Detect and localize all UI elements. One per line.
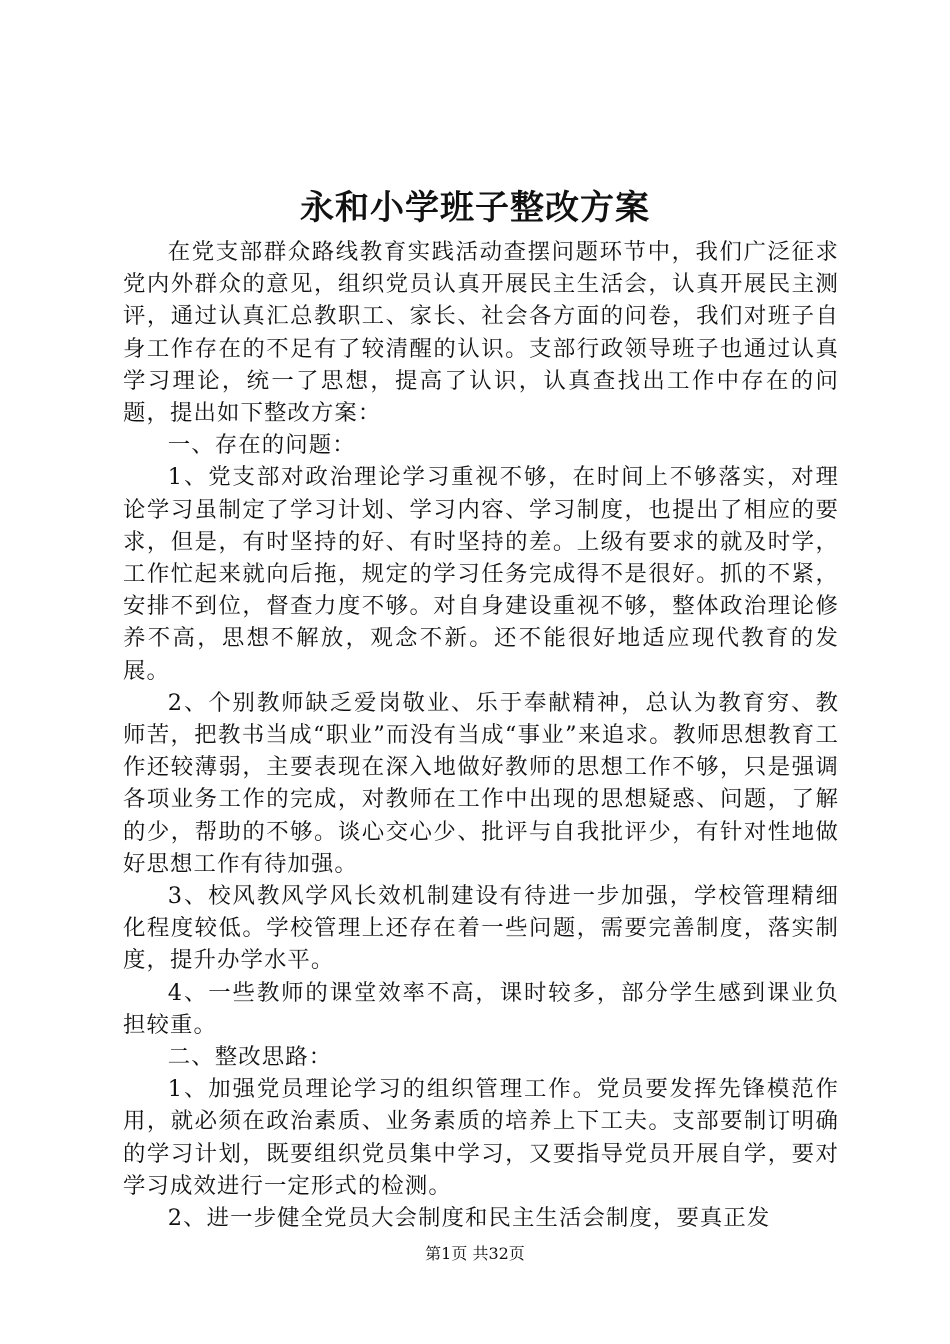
paragraph-problem-2: 2、个别教师缺乏爱岗敬业、乐于奉献精神，总认为教育穷、教师苦，把教书当成“职业”而没有当成“事业”来追求。教师思想教育工作还较薄弱，主要表现在深入地做好教师的思想工作不够，只是强调各项业务工作的完成，对教师在工作中出现的思想疑惑、问题，了解的少，帮助的不够。谈心交心少、批评与自我批评少，有针对性地做好思想工作有待加强。 <box>123 689 839 877</box>
paragraph-rectification-2: 2、进一步健全党员大会制度和民主生活会制度，要真正发 <box>167 1205 771 1232</box>
section-heading-rectification: 二、整改思路： <box>167 1044 333 1071</box>
document-title: 永和小学班子整改方案 <box>300 188 650 228</box>
section-heading-problems: 一、存在的问题： <box>167 432 356 459</box>
paragraph-problem-4: 4、一些教师的课堂效率不高，课时较多，部分学生感到课业负担较重。 <box>123 979 839 1038</box>
page-number-footer: 第1页 共32页 <box>425 1244 525 1263</box>
paragraph-rectification-1: 1、加强党员理论学习的组织管理工作。党员要发挥先锋模范作用，就必须在政治素质、业务素质的培养上下工夫。支部要制订明确的学习计划，既要组织党员集中学习，又要指导党员开展自学，要对学习成效进行一定形式的检测。 <box>123 1076 839 1199</box>
paragraph-problem-1: 1、党支部对政治理论学习重视不够，在时间上不够落实，对理论学习虽制定了学习计划、学习内容、学习制度，也提出了相应的要求，但是，有时坚持的好、有时坚持的差。上级有要求的就及时学，工作忙起来就向后拖，规定的学习任务完成得不是很好。抓的不紧，安排不到位，督查力度不够。对自身建设重视不够，整体政治理论修养不高，思想不解放，观念不新。还不能很好地适应现代教育的发展。 <box>123 464 839 684</box>
paragraph-intro: 在党支部群众路线教育实践活动查摆问题环节中，我们广泛征求党内外群众的意见，组织党员认真开展民主生活会，认真开展民主测评，通过认真汇总教职工、家长、社会各方面的问卷，我们对班子自身工作存在的不足有了较清醒的认识。支部行政领导班子也通过认真学习理论，统一了思想，提高了认识，认真查找出工作中存在的问题，提出如下整改方案： <box>123 239 839 427</box>
paragraph-problem-3: 3、校风教风学风长效机制建设有待进一步加强，学校管理精细化程度较低。学校管理上还存在着一些问题，需要完善制度，落实制度，提升办学水平。 <box>123 883 839 974</box>
document-body <box>123 236 839 1234</box>
